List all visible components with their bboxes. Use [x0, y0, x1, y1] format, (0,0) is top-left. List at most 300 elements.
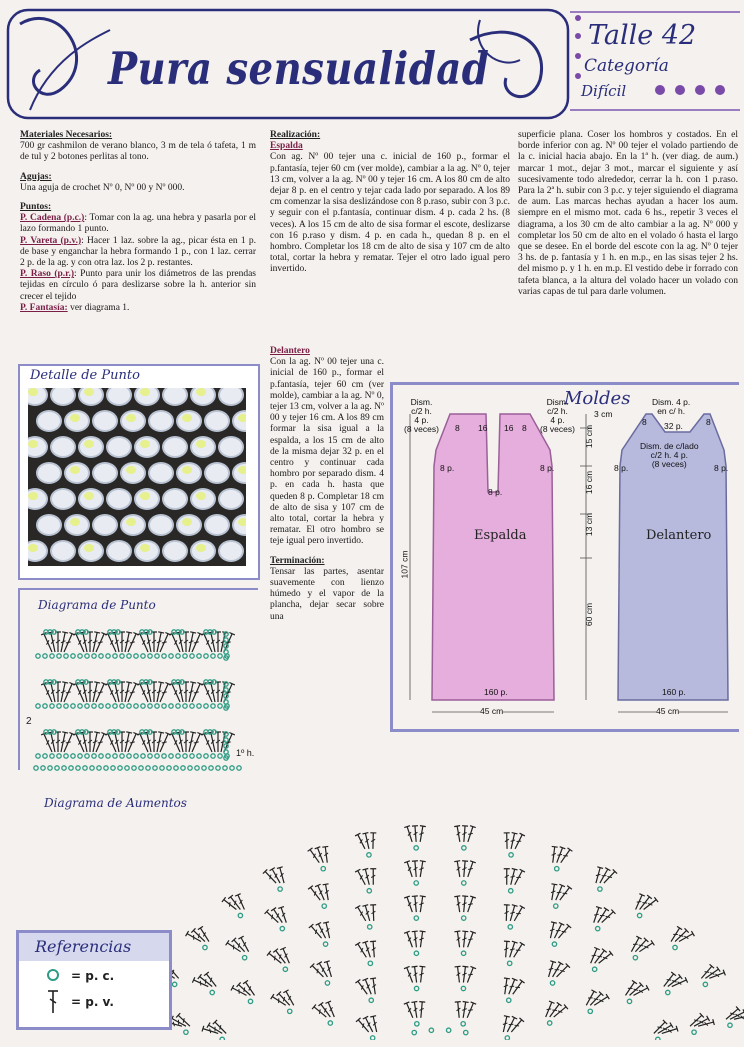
yarn-highlight — [28, 492, 38, 500]
espalda-top-center-l: 16 — [478, 423, 488, 433]
chain-dot — [627, 999, 631, 1003]
punto-item: P. Fantasía: ver diagrama 1. — [20, 302, 130, 313]
chain-dot — [211, 704, 215, 708]
vareta-stitch — [324, 961, 334, 978]
yarn-highlight — [70, 466, 80, 474]
chain-dot — [322, 904, 326, 908]
vareta-stitch — [461, 826, 468, 842]
yarn-cluster — [50, 488, 76, 510]
yarn-highlight — [84, 492, 94, 500]
yarn-cluster — [106, 436, 132, 458]
chain-dot — [92, 654, 96, 658]
vareta-stitch — [55, 682, 61, 702]
stitch-photo — [28, 388, 246, 566]
chain-dot — [85, 754, 89, 758]
chain-dot — [125, 766, 129, 770]
yarn-highlight — [84, 388, 94, 396]
espalda-top-right: 8 — [522, 423, 527, 433]
chain-dot — [592, 967, 596, 971]
yarn-cluster — [204, 462, 230, 484]
chain-dot — [90, 766, 94, 770]
chain-dot — [148, 704, 152, 708]
vareta-stitch — [404, 896, 415, 913]
chain-dot — [183, 704, 187, 708]
vareta-stitch — [90, 632, 100, 653]
chain-dot — [414, 986, 418, 990]
vareta-stitch — [546, 961, 556, 978]
chain-dot — [141, 654, 145, 658]
chain-dot — [148, 654, 152, 658]
chain-dot — [132, 766, 136, 770]
vareta-stitch — [417, 861, 426, 878]
vareta-stitch — [584, 990, 597, 1007]
yarn-highlight — [70, 518, 80, 526]
chain-dot — [633, 955, 637, 959]
vareta-stitch — [186, 682, 196, 703]
chain-dot — [370, 1036, 374, 1040]
chain-dot — [97, 766, 101, 770]
chain-dot — [728, 1023, 732, 1027]
chain-dot — [111, 766, 115, 770]
vareta-stitch — [629, 936, 642, 953]
chain-dot — [99, 654, 103, 658]
chain-dot — [509, 889, 513, 893]
chain-dot — [162, 704, 166, 708]
yarn-highlight — [140, 440, 150, 448]
referencias-icons — [45, 969, 65, 1019]
vareta-stitch — [90, 682, 100, 703]
col3-text: superficie plana. Coser los hombros y costados. En el borde inferior con ag. Nº 00 tejer el volado partiendo de la c. inicial hacia abajo. En la 1ª h. (ver diag. de aum.) marcar 1 mot., dejar 3 mot., marcar el siguiente y así sucesivamente todo alrededor, cerrar la h. con 1 p.raso. Para la 2ª h. subir con 3 p.c. y tejer siguiendo el diagrama de aum. Las marcas hechas ayudan a hacer los aum. siempre en el mismo mot. cada 6 hs., repetir 3 veces el diagrama, a los 30 cm de alto cambiar a la ag. Nº 000 y completar los 50 cm de alto en el volado ó hasta el largo que se desee. En el borde del escote con la ag. Nº 0 tejer 3 hs. de p. fantasía y 1 h. en m.p., en las sisas tejer 2 hs. del mismo p. y 1 h. en m.p. El vestido debe ir forrado con tafeta blanca, a la altura del volado hacer un volado con varias capas de tul para darle volumen. — [518, 130, 738, 297]
vareta-stitch — [312, 1005, 328, 1020]
chain-dot — [134, 704, 138, 708]
yarn-highlight — [28, 440, 38, 448]
chain-dot — [464, 1030, 468, 1034]
vareta-stitch — [454, 931, 462, 948]
punto-item: P. Raso (p.r.): Punto para unir los diámetros de las prendas tejidas en círculo ó para deslizarse sobre la h. anterior sin crecer el tejido — [20, 269, 256, 302]
delantero-top-left: 8 — [642, 417, 647, 427]
yarn-cluster — [162, 488, 188, 510]
delantero-dism-top: Dism. 4 p. en c/ h. — [652, 397, 691, 416]
yarn-cluster — [106, 540, 132, 562]
chain-dot — [238, 913, 242, 917]
category-label: Categoría — [584, 56, 669, 76]
chain-dot — [204, 654, 208, 658]
chain-dot — [321, 866, 325, 870]
espalda-center: 8 p. — [488, 487, 503, 497]
referencias-title: Referencias — [35, 937, 132, 956]
chain-dot — [220, 1037, 224, 1040]
chain-dot — [78, 704, 82, 708]
materiales-text: 700 gr cashmilon de verano blanco, 3 m de tela ó tafeta, 1 m de tul y 2 botones perlitas al tono. — [20, 141, 256, 163]
yarn-cluster — [218, 436, 244, 458]
chain-dot — [190, 654, 194, 658]
vareta-stitch — [464, 1002, 476, 1019]
vareta-stitch — [504, 869, 510, 885]
materiales-heading: Materiales Necesarios: — [20, 130, 113, 140]
yarn-highlight — [140, 544, 150, 552]
delantero-sisa-right: 8 p. — [714, 463, 729, 473]
chain-dot — [64, 654, 68, 658]
yarn-highlight — [140, 388, 150, 396]
espalda-width: 45 cm — [480, 706, 504, 716]
chain-dot — [83, 766, 87, 770]
chain-dot — [64, 754, 68, 758]
vareta-stitch — [656, 1023, 673, 1036]
vareta-stitch — [693, 1016, 710, 1029]
vareta-stitch — [417, 826, 426, 843]
yarn-highlight — [196, 440, 206, 448]
chain-dot — [552, 942, 556, 946]
yarn-cluster — [218, 388, 244, 406]
vareta-stitch — [511, 942, 525, 959]
chain-dot — [127, 654, 131, 658]
chain-dot — [505, 1036, 509, 1040]
chain-dot — [692, 1030, 696, 1034]
vareta-stitch — [461, 931, 469, 948]
vareta-stitch — [465, 826, 476, 843]
chain-dot — [71, 654, 75, 658]
vareta-stitch — [58, 732, 68, 753]
page-title: Pura sensualidad — [108, 42, 490, 95]
chain-dot — [55, 766, 59, 770]
delantero-name: Delantero — [646, 528, 712, 543]
chain-dot — [71, 754, 75, 758]
vareta-stitch — [454, 896, 462, 913]
yarn-cluster — [50, 540, 76, 562]
detalle-title: Detalle de Punto — [30, 368, 140, 383]
chain-dot — [204, 704, 208, 708]
vareta-stitch — [263, 869, 278, 885]
chain-dot — [598, 887, 602, 891]
vareta-stitch — [554, 963, 570, 979]
chain-dot — [554, 904, 558, 908]
vareta-stitch — [412, 931, 420, 948]
chain-dot — [588, 1009, 592, 1013]
agujas-text: Una aguja de crochet Nº 0, Nº 00 y Nº 000. — [20, 182, 185, 193]
chain-dot — [218, 704, 222, 708]
chain-dot — [43, 754, 47, 758]
vareta-stitch — [627, 982, 643, 997]
circle-icon — [48, 970, 58, 980]
vareta-stitch — [215, 682, 221, 702]
chain-dot — [703, 982, 707, 986]
vareta-stitch — [278, 907, 289, 924]
yarn-highlight — [84, 544, 94, 552]
chain-dot — [184, 1030, 188, 1034]
chain-dot — [414, 846, 418, 850]
vareta-stitch — [322, 846, 330, 863]
espalda-heading: Espalda — [270, 141, 303, 152]
yarn-cluster — [148, 410, 174, 432]
diagrama-aumentos-title: Diagrama de Aumentos — [44, 796, 187, 810]
column-2 — [270, 130, 510, 284]
chain-dot — [172, 982, 176, 986]
chain-dot — [162, 654, 166, 658]
measure-13cm: 13 cm — [584, 512, 595, 537]
chain-dot — [43, 704, 47, 708]
chain-dot — [412, 1030, 416, 1034]
chain-dot — [134, 654, 138, 658]
stitch-icon — [48, 991, 58, 1013]
vareta-stitch — [455, 966, 463, 983]
yarn-cluster — [204, 410, 230, 432]
vareta-stitch — [600, 910, 616, 925]
chain-dot — [155, 704, 159, 708]
chain-dot — [176, 654, 180, 658]
yarn-highlight — [70, 414, 80, 422]
yarn-highlight — [182, 466, 192, 474]
vareta-stitch — [602, 869, 617, 885]
espalda-top-center-r: 16 — [504, 423, 514, 433]
yarn-highlight — [196, 492, 206, 500]
chain-dot — [367, 889, 371, 893]
vareta-stitch — [502, 978, 510, 995]
vareta-stitch — [58, 632, 68, 653]
yarn-cluster — [148, 514, 174, 536]
chain-dot — [85, 654, 89, 658]
yarn-cluster — [50, 388, 76, 406]
vareta-stitch — [370, 978, 378, 995]
yarn-cluster — [218, 488, 244, 510]
terminacion-heading: Terminación: — [270, 555, 325, 566]
delantero-text: Con la ag. Nº 00 tejer una c. inicial de 160 p., formar el p.fantasía, tejer 60 cm (ver molde), cambiar a la ag. Nº 0, tejer 13 cm, volver a la ag. Nº 00 y tejer 16 cm. A los 89 cm formar la sisa igual a la espalda, a los 15 cm de alto de la misma dejar 32 p. en el centro y continuar cada hombro por separado dism. 4 p. en cada h. hasta que queden 8 p. Completar 18 cm de alto de sisa y 107 cm de alto total, cortar la hebra y rematar. El otro hombro se teje igual pero invertido. — [270, 357, 384, 547]
chain-dot — [36, 754, 40, 758]
chain-dot — [369, 998, 373, 1002]
vareta-stitch — [186, 931, 203, 944]
vareta-stitch — [55, 632, 61, 652]
vareta-stitch — [119, 682, 125, 702]
vareta-stitch — [509, 1018, 524, 1034]
delantero-top-right: 8 — [706, 417, 711, 427]
vareta-stitch — [265, 910, 281, 925]
yarn-highlight — [196, 388, 206, 396]
vareta-stitch — [504, 833, 510, 849]
vareta-stitch — [325, 1001, 337, 1018]
vareta-stitch — [708, 970, 725, 981]
chain-dot — [224, 688, 228, 692]
chain-dot — [141, 704, 145, 708]
chain-dot — [555, 866, 559, 870]
chain-dot — [278, 887, 282, 891]
vareta-stitch — [688, 1013, 704, 1028]
chain-dot — [414, 881, 418, 885]
agujas-heading: Agujas: — [20, 171, 52, 182]
ref-cadena: = p. c. — [71, 969, 115, 983]
chain-dot — [547, 1021, 551, 1025]
yarn-highlight — [238, 414, 246, 422]
chain-dot — [248, 999, 252, 1003]
chain-dot — [637, 913, 641, 917]
yarn-cluster — [92, 410, 118, 432]
chain-dot — [461, 986, 465, 990]
chain-dot — [414, 951, 418, 955]
yarn-cluster — [36, 410, 62, 432]
chain-dot — [85, 704, 89, 708]
measure-16cm: 16 cm — [584, 470, 595, 495]
chain-dot — [69, 766, 73, 770]
espalda-dism-left: Dism. c/2 h. 4 p. (8 veces) — [404, 397, 439, 434]
chain-dot — [113, 704, 117, 708]
chain-dot — [99, 754, 103, 758]
measure-3cm: 3 cm — [594, 409, 613, 419]
yarn-cluster — [92, 514, 118, 536]
vareta-stitch — [632, 985, 649, 998]
vareta-stitch — [122, 732, 132, 753]
espalda-text: Con ag. Nº 00 tejer una c. inicial de 160 p., formar el p.fantasía, tejer 60 cm (ver molde), cambiar a la ag. Nº 0, tejer 13 cm, volver a la ag. Nº 00 y tejer 16 cm. A los 80 cm de alto dejar 8 p. en el centro y tejar cada lado por separado. A los 89 cm comenzar la sisa deslizándose con 8 p.raso, subir con 3 p.c. y seguir con el p.fantasía, continuar dism. 4 p. cada 2 hs. (8 veces). A los 15 cm de alto de sisa formar el escote, deslizarse con 16 p.raso y dism. 4 p. en cada h., quedan 8 p. en el hombro. Completar los 18 cm de alto de sisa y 107 cm de alto total, cortar la hebra y rematar. Tejer el otro lado igual pero invertido. — [270, 152, 510, 275]
chain-dot — [415, 1022, 419, 1026]
delantero-bottom: 160 p. — [662, 687, 686, 697]
chain-dot — [57, 754, 61, 758]
chain-dot — [210, 990, 214, 994]
yarn-cluster — [106, 488, 132, 510]
espalda-top-left: 8 — [455, 423, 460, 433]
vareta-stitch — [87, 682, 93, 702]
chain-dot — [106, 754, 110, 758]
vareta-stitch — [154, 632, 164, 653]
vareta-stitch — [503, 905, 510, 921]
chain-dot — [462, 881, 466, 885]
espalda-name: Espalda — [474, 528, 527, 543]
vareta-stitch — [310, 963, 326, 979]
chain-dot — [203, 945, 207, 949]
category-value: Difícil — [581, 82, 627, 100]
yarn-cluster — [162, 436, 188, 458]
chain-dot — [50, 704, 54, 708]
measure-60cm: 60 cm — [584, 602, 595, 627]
chain-dot — [190, 704, 194, 708]
chain-dot — [113, 654, 117, 658]
chain-dot — [76, 766, 80, 770]
vareta-stitch — [652, 1020, 668, 1036]
delantero-center: 32 p. — [664, 421, 683, 431]
vareta-stitch — [238, 936, 251, 953]
chain-dot — [127, 704, 131, 708]
chain-dot — [368, 961, 372, 965]
chain-dot — [120, 704, 124, 708]
yarn-cluster — [218, 540, 244, 562]
chain-dot — [595, 926, 599, 930]
vareta-stitch — [58, 682, 68, 703]
chain-dot — [57, 704, 61, 708]
chain-dot — [197, 704, 201, 708]
chain-dot — [169, 704, 173, 708]
vareta-stitch — [678, 931, 695, 944]
punto-item: P. Vareta (p.v.): Hacer 1 laz. sobre la ag., picar ésta en 1 p. de base y enganchar la hebra formando 1 p., con 1 laz. cerrar 2 p. de la ag. y con otra laz. los 2 p. restantes. — [20, 235, 257, 269]
vareta-stitch — [119, 732, 125, 752]
vareta-stitch — [556, 924, 571, 940]
size-label: Talle 42 — [588, 20, 697, 51]
yarn-cluster — [106, 388, 132, 406]
vareta-stitch — [186, 632, 196, 653]
vareta-stitch — [412, 896, 419, 912]
vareta-stitch — [417, 896, 425, 913]
vareta-stitch — [309, 924, 324, 940]
column-3 — [518, 130, 738, 298]
chain-dot — [656, 1037, 660, 1040]
chain-dot — [118, 766, 122, 770]
vareta-stitch — [465, 896, 476, 913]
vareta-stitch — [465, 966, 476, 983]
chain-dot — [64, 704, 68, 708]
column-1 — [20, 130, 256, 314]
vareta-stitch — [151, 632, 157, 652]
vareta-stitch — [183, 682, 189, 702]
chain-dot — [462, 916, 466, 920]
chain-dot — [92, 754, 96, 758]
chain-dot — [99, 704, 103, 708]
chain-dot — [461, 951, 465, 955]
chain-dot — [197, 654, 201, 658]
chain-dot — [155, 654, 159, 658]
yarn-cluster — [148, 462, 174, 484]
vareta-stitch — [460, 966, 468, 983]
yarn-highlight — [238, 466, 246, 474]
espalda-bottom: 160 p. — [484, 687, 508, 697]
chain-dot — [139, 766, 143, 770]
vareta-stitch — [418, 1002, 425, 1018]
delantero-width: 45 cm — [656, 706, 680, 716]
chain-dot — [509, 853, 513, 857]
realizacion-heading: Realización: — [270, 130, 321, 140]
vareta-stitch — [370, 833, 376, 849]
chain-dot — [507, 998, 511, 1002]
vareta-stitch — [280, 947, 292, 964]
chain-dot — [113, 754, 117, 758]
chain-dot — [446, 1028, 450, 1032]
chain-dot — [43, 654, 47, 658]
vareta-stitch — [183, 632, 189, 652]
ref-vareta: = p. v. — [71, 995, 114, 1009]
chain-dot — [120, 754, 124, 758]
vareta-stitch — [122, 682, 132, 703]
yarn-cluster — [204, 514, 230, 536]
delantero-cuello: Dism. de c/lado c/2 h. 4 p. (8 veces) — [640, 441, 699, 469]
vareta-stitch — [673, 928, 689, 943]
chain-dot — [328, 1021, 332, 1025]
row-2-label: 2 — [26, 716, 32, 727]
yarn-highlight — [126, 466, 136, 474]
vareta-stitch — [724, 1007, 740, 1022]
vareta-stitch — [465, 861, 476, 878]
chain-dot — [176, 704, 180, 708]
yarn-highlight — [182, 414, 192, 422]
chain-dot — [280, 926, 284, 930]
yarn-highlight — [126, 518, 136, 526]
vareta-stitch — [454, 826, 463, 843]
vareta-stitch — [418, 966, 426, 983]
vareta-stitch — [465, 931, 476, 948]
vareta-stitch — [417, 931, 425, 948]
vareta-stitch — [461, 861, 468, 877]
yarn-highlight — [182, 518, 192, 526]
chain-dot — [62, 766, 66, 770]
delantero-sisa-left: 8 p. — [614, 463, 629, 473]
chain-dot — [508, 925, 512, 929]
delantero-heading: Delantero — [270, 346, 310, 356]
espalda-shape — [432, 414, 554, 700]
diagrama-punto-title: Diagrama de Punto — [38, 598, 156, 612]
vareta-stitch — [507, 905, 517, 922]
vareta-stitch — [154, 682, 164, 703]
chain-dot — [57, 654, 61, 658]
punto-item: P. Cadena (p.c.): Tomar con la ag. una hebra y pasarla por el lazo formando 1 punto. — [20, 213, 256, 235]
vareta-stitch — [661, 1026, 678, 1036]
column-2-lower — [270, 346, 384, 623]
yarn-highlight — [84, 440, 94, 448]
chain-dot — [507, 961, 511, 965]
vareta-stitch — [362, 941, 373, 958]
yarn-cluster — [50, 436, 76, 458]
